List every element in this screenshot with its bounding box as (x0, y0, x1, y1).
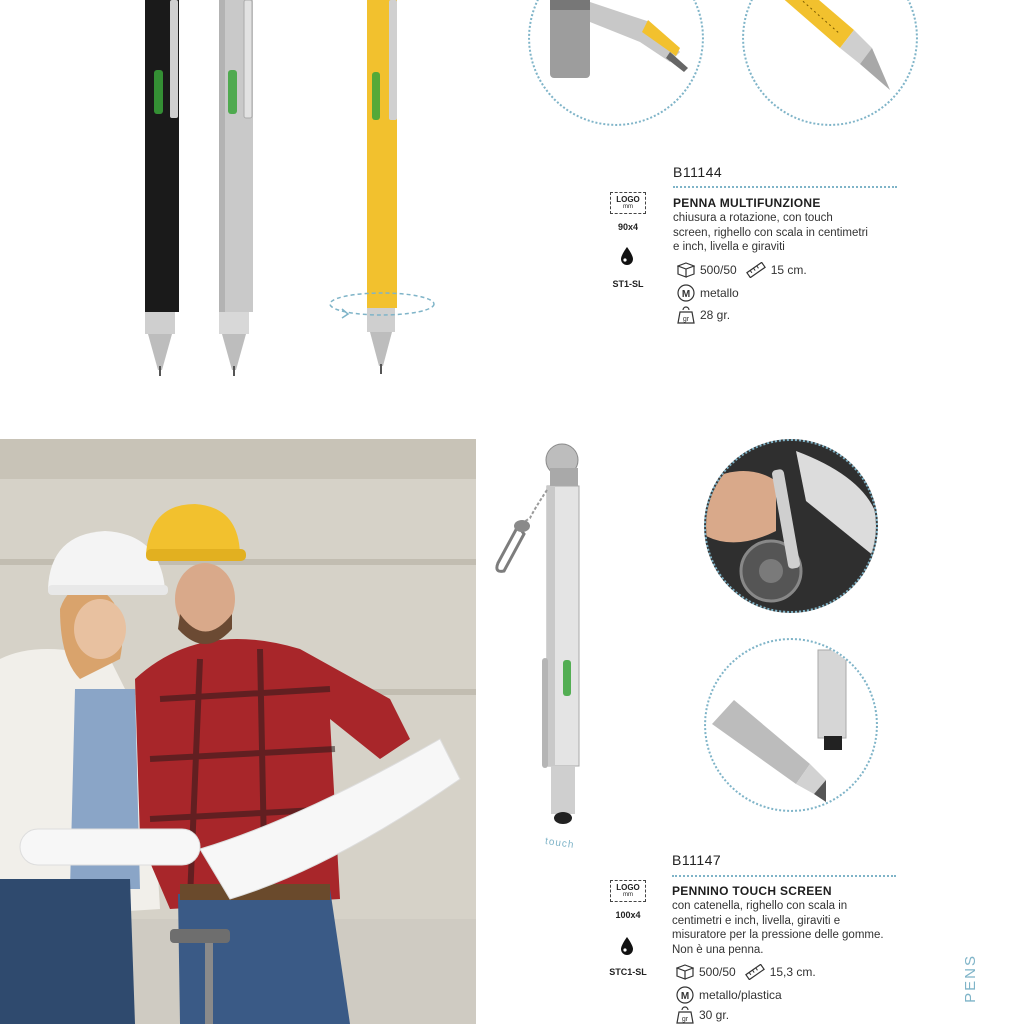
logo-area-badge (610, 192, 646, 214)
divider (672, 875, 896, 877)
rotation-arrow-icon (326, 288, 438, 320)
print-size: 90x4 (617, 222, 639, 232)
weight-value: 28 gr. (700, 308, 731, 322)
construction-workers-photo (0, 439, 476, 1024)
print-method: ST1-SL (612, 279, 644, 289)
weight-badge: gr (682, 316, 690, 323)
product-code: B11144 (673, 164, 723, 180)
length-value: 15,3 cm. (769, 965, 816, 979)
section-label: PENS (962, 954, 979, 1003)
material-value: metallo/plastica (699, 988, 782, 1002)
product-name: PENNINO TOUCH SCREEN (672, 884, 832, 898)
box-icon (676, 964, 694, 980)
weight-value: 30 gr. (699, 1008, 730, 1022)
clip-detail-image (530, 0, 704, 126)
screwdriver-detail-image (706, 640, 878, 812)
material-badge: M (680, 991, 690, 1002)
touch-stylus-image (490, 438, 600, 850)
pen-black-image (140, 0, 184, 380)
material-icon (676, 986, 694, 1004)
detail-circle-screwdriver (704, 638, 878, 812)
product-name: PENNA MULTIFUNZIONE (673, 196, 821, 210)
product-code: B11147 (672, 852, 722, 868)
pen-yellow-image (362, 0, 406, 380)
weight-icon (676, 1006, 694, 1024)
logo-unit: mm (623, 203, 633, 210)
material-icon (677, 284, 695, 302)
logo-label: LOGO (616, 882, 640, 892)
ruler-icon (746, 262, 766, 278)
length-value: 15 cm. (770, 263, 807, 277)
box-icon (677, 262, 695, 278)
ruler-icon (745, 964, 765, 980)
packaging-value: 500/50 (699, 965, 736, 979)
material-value: metallo (700, 286, 739, 300)
spec-packaging (677, 262, 807, 278)
divider (673, 186, 897, 188)
logo-area-badge (610, 880, 646, 902)
spec-packaging (676, 964, 816, 980)
tip-detail-image (744, 0, 918, 126)
touch-label: touch (544, 836, 576, 851)
packaging-value: 500/50 (700, 263, 737, 277)
product-description: chiusura a rotazione, con touch screen, righello con scala in centimetri e inch, livella e giraviti (673, 212, 868, 253)
spec-weight (677, 306, 730, 324)
detail-circle-tire (704, 439, 878, 613)
weight-badge: gr (681, 1016, 689, 1023)
print-method: STC1-SL (609, 967, 647, 977)
detail-circle-clip (528, 0, 704, 126)
detail-circle-tip (742, 0, 918, 126)
spec-material (676, 986, 782, 1004)
logo-label: LOGO (616, 194, 640, 204)
print-size: 100x4 (615, 910, 641, 920)
spec-weight (676, 1006, 729, 1024)
pen-silver-image (214, 0, 258, 380)
spec-material (677, 284, 739, 302)
tire-valve-detail-image (706, 441, 878, 613)
ink-drop-icon (619, 246, 635, 266)
ink-drop-icon (619, 936, 635, 956)
material-badge: M (681, 289, 691, 300)
logo-unit: mm (623, 891, 633, 898)
weight-icon (677, 306, 695, 324)
product-description: con catenella, righello con scala in centimetri e inch, livella, giraviti e misuratore per la pressione delle gomme. Non è una penna. (672, 900, 884, 956)
